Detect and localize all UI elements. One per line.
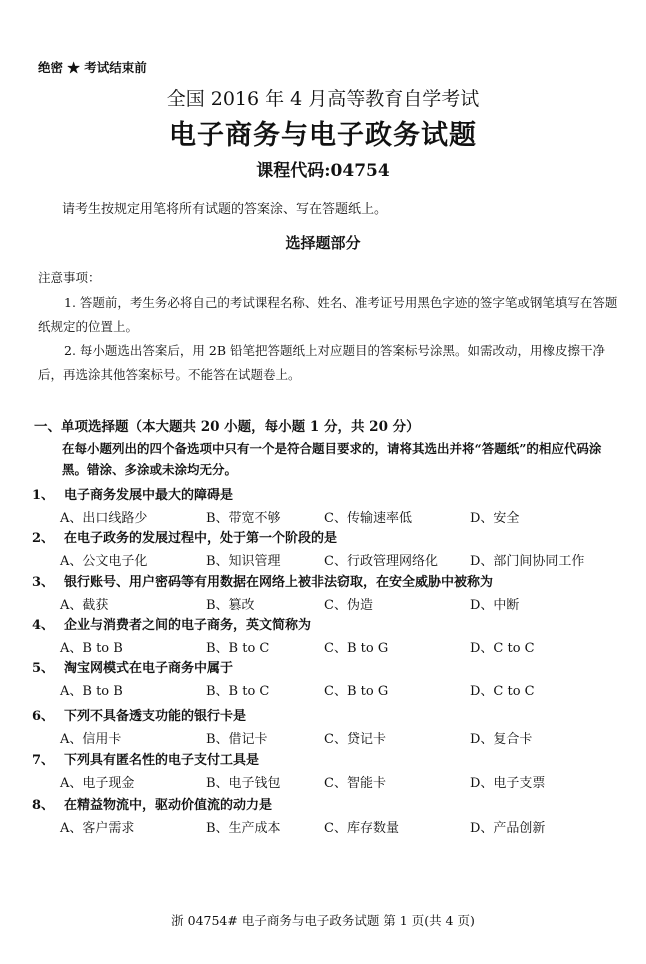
exam-line: 全国 2016 年 4 月高等教育自学考试 [166,88,480,110]
notice-item-2: 2. 每小题选出答案后，用 2B 铅笔把答题纸上对应题目的答案标号涂黑。如需改动，用橡皮擦干净后，再选涂其他答案标号。不能答在试题卷上。 [38,343,605,382]
option-b: B、带宽不够 [206,511,281,526]
option-a: A、B to B [60,684,123,699]
notice-heading: 注意事项： [38,270,101,285]
page-footer: 浙 04754# 电子商务与电子政务试题 第 1 页(共 4 页) [171,913,475,928]
option-a: A、截获 [60,598,109,613]
option-d: D、C to C [470,684,535,699]
part-one-description: 在每小题列出的四个备选项中只有一个是符合题目要求的，请将其选出并将“答题纸”的相应代码涂黑。错涂、多涂或未涂均无分。 [62,441,602,477]
option-d: D、安全 [470,511,520,526]
question-number: 6、 [32,709,55,724]
section-title: 选择题部分 [285,234,361,252]
option-c: C、传输速率低 [324,511,412,526]
option-c: C、库存数量 [324,821,399,836]
secret-mark: 绝密 ★ 考试结束前 [38,60,147,75]
option-d: D、部门间协同工作 [470,554,585,569]
option-d: D、C to C [470,641,535,656]
question-stem: 下列具有匿名性的电子支付工具是 [64,753,260,768]
option-b: B、生产成本 [206,821,281,836]
option-c: C、行政管理网络化 [324,554,438,569]
question-number: 4、 [32,618,55,633]
option-c: C、B to G [324,641,389,656]
option-a: A、客户需求 [60,821,135,836]
question-stem: 淘宝网模式在电子商务中属于 [64,661,234,676]
option-a: A、公文电子化 [60,554,148,569]
question-stem: 在电子政务的发展过程中，处于第一个阶段的是 [64,531,338,546]
question-number: 1、 [32,488,55,503]
option-c: C、智能卡 [324,776,386,791]
option-d: D、中断 [470,598,520,613]
course-code: 课程代码:04754 [256,161,390,181]
question-stem: 电子商务发展中最大的障碍是 [64,488,234,503]
question-number: 2、 [32,531,55,546]
question-number: 3、 [32,575,55,590]
option-a: A、信用卡 [60,732,122,747]
option-d: D、电子支票 [470,776,546,791]
option-c: C、伪造 [324,598,373,613]
question-number: 8、 [32,798,55,813]
question-stem: 在精益物流中，驱动价值流的动力是 [64,798,273,813]
option-b: B、篡改 [206,598,255,613]
page-title: 电子商务与电子政务试题 [169,120,477,151]
question-number: 5、 [32,661,55,676]
option-d: D、产品创新 [470,821,546,836]
option-a: A、B to B [60,641,123,656]
option-b: B、B to C [206,641,270,656]
option-b: B、电子钱包 [206,776,281,791]
question-stem: 下列不具备透支功能的银行卡是 [64,709,247,724]
option-b: B、B to C [206,684,270,699]
question-stem: 企业与消费者之间的电子商务，英文简称为 [64,618,312,633]
question-number: 7、 [32,753,55,768]
part-one-heading: 一、单项选择题（本大题共 20 小题，每小题 1 分，共 20 分） [34,419,420,435]
notice-item-1: 1. 答题前，考生务必将自己的考试课程名称、姓名、准考证号用黑色字迹的签字笔或钢笔填写在答题纸规定的位置上。 [38,295,618,334]
option-c: C、B to G [324,684,389,699]
option-b: B、知识管理 [206,554,281,569]
general-instructions: 请考生按规定用笔将所有试题的答案涂、写在答题纸上。 [62,202,388,217]
option-a: A、出口线路少 [60,511,148,526]
option-c: C、贷记卡 [324,732,386,747]
question-stem: 银行账号、用户密码等有用数据在网络上被非法窃取，在安全威胁中被称为 [64,575,494,590]
option-d: D、复合卡 [470,732,533,747]
option-b: B、借记卡 [206,732,268,747]
option-a: A、电子现金 [60,776,135,791]
